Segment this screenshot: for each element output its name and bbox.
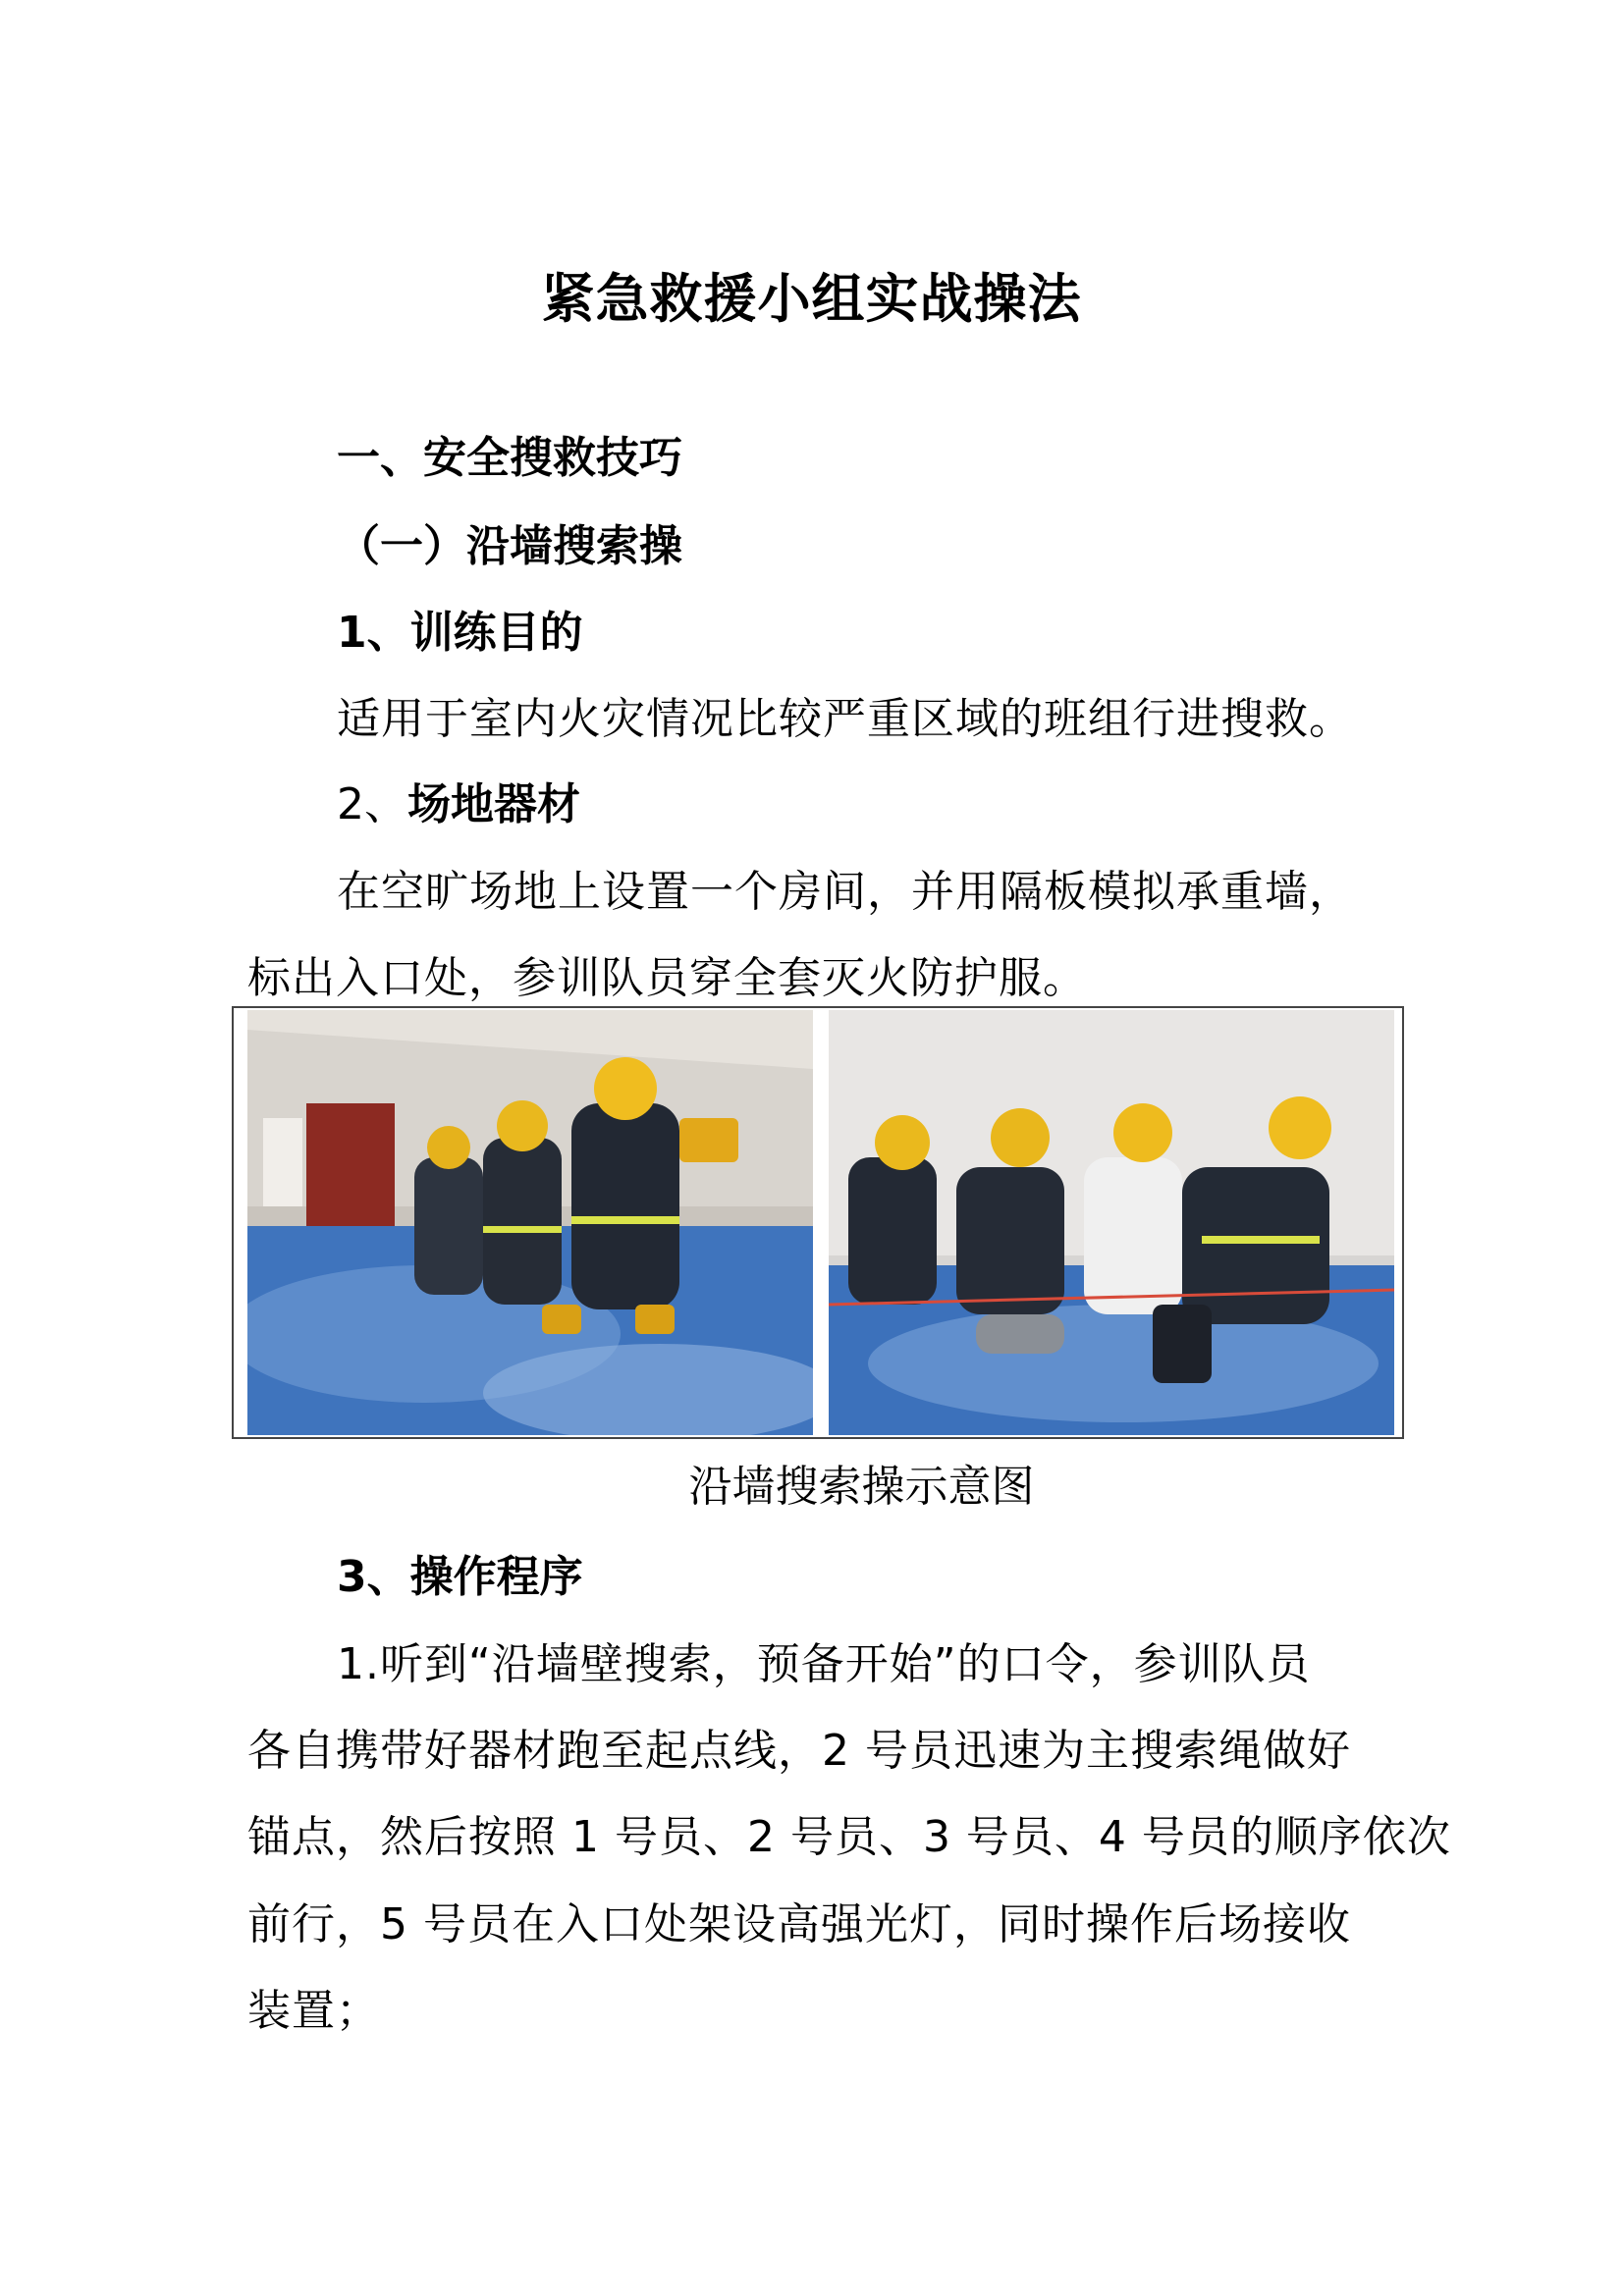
figure-caption: 沿墙搜索操示意图 <box>688 1462 1035 1512</box>
photo-left <box>247 1010 813 1435</box>
item-heading-text: 场地器材 <box>407 779 580 829</box>
figure-frame <box>232 1006 1404 1439</box>
paragraph-equipment-line2: 标出入口处，参训队员穿全套灭火防护服。 <box>247 953 1087 1003</box>
procedure-line: 1.听到“沿墙壁搜索，预备开始”的口令，参训队员 <box>337 1639 1311 1689</box>
procedure-line: 前行，5 号员在入口处架设高强光灯，同时操作后场接收 <box>247 1899 1351 1949</box>
photo-right <box>829 1010 1394 1435</box>
item-number: 2、 <box>337 779 407 829</box>
procedure-line: 装置； <box>247 1986 380 2036</box>
paragraph-purpose: 适用于室内火灾情况比较严重区域的班组行进搜救。 <box>337 694 1353 744</box>
procedure-line: 各自携带好器材跑至起点线，2 号员迅速为主搜索绳做好 <box>247 1726 1351 1776</box>
page-title: 紧急救援小组实战操法 <box>541 268 1082 330</box>
item-heading-equipment <box>337 769 580 831</box>
paragraph-equipment-line1: 在空旷场地上设置一个房间，并用隔板模拟承重墙， <box>337 867 1353 917</box>
procedure-line: 锚点，然后按照 1 号员、2 号员、3 号员、4 号员的顺序依次 <box>247 1812 1451 1862</box>
item-heading-procedure: 3、操作程序 <box>337 1552 583 1602</box>
item-heading-purpose: 1、训练目的 <box>337 608 583 658</box>
section-heading: 一、安全搜救技巧 <box>337 433 682 483</box>
subsection-heading: （一）沿墙搜索操 <box>337 521 682 571</box>
